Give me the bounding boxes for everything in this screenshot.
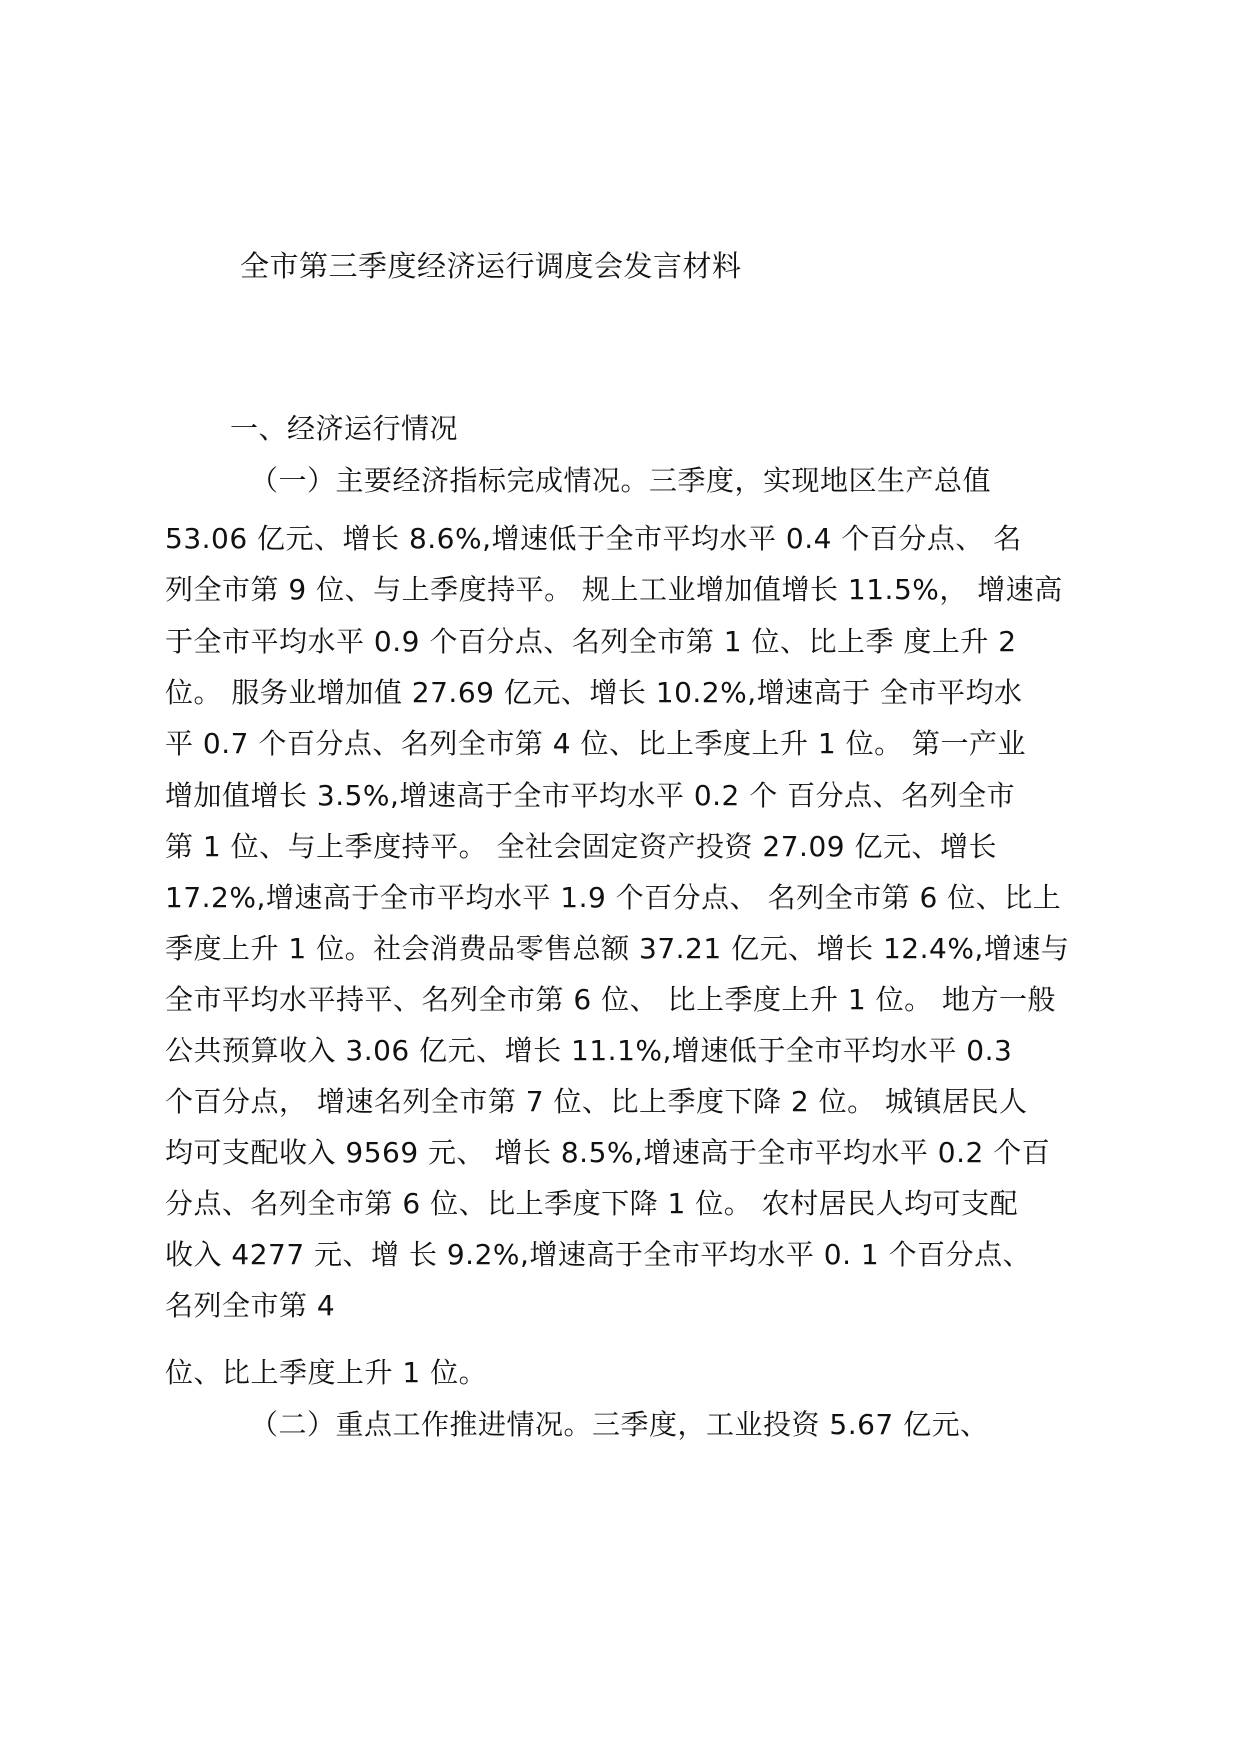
paragraph-line: 平 0.7 个百分点、名列全市第 4 位、比上季度上升 1 位。 第一产业: [165, 727, 1026, 760]
paragraph-line: 53.06 亿元、增长 8.6%,增速低于全市平均水平 0.4 个百分点、 名: [165, 522, 1022, 555]
paragraph-line: 季度上升 1 位。社会消费品零售总额 37.21 亿元、增长 12.4%,增速与: [165, 932, 1070, 965]
paragraph-line: 均可支配收入 9569 元、 增长 8.5%,增速高于全市平均水平 0.2 个百: [165, 1136, 1051, 1169]
paragraph-line: 增加值增长 3.5%,增速高于全市平均水平 0.2 个 百分点、名列全市: [165, 779, 1016, 812]
section-heading: 一、经济运行情况: [230, 412, 459, 445]
paragraph-line: 17.2%,增速高于全市平均水平 1.9 个百分点、 名列全市第 6 位、比上: [165, 881, 1062, 914]
paragraph-line: 名列全市第 4: [165, 1289, 336, 1322]
paragraph-line: 分点、名列全市第 6 位、比上季度下降 1 位。 农村居民人均可支配: [165, 1187, 1019, 1220]
subsection-heading: （一）主要经济指标完成情况。三季度，实现地区生产总值: [250, 464, 992, 497]
paragraph-line: 全市平均水平持平、名列全市第 6 位、 比上季度上升 1 位。 地方一般: [165, 983, 1057, 1016]
document-title: 全市第三季度经济运行调度会发言材料: [240, 249, 742, 283]
paragraph-line: 于全市平均水平 0.9 个百分点、名列全市第 1 位、比上季 度上升 2: [165, 625, 1017, 658]
subsection-heading: （二）重点工作推进情况。三季度，工业投资 5.67 亿元、: [250, 1408, 989, 1441]
paragraph-line: 位、比上季度上升 1 位。: [165, 1356, 488, 1389]
paragraph-line: 位。 服务业增加值 27.69 亿元、增长 10.2%,增速高于 全市平均水: [165, 676, 1023, 709]
paragraph-line: 收入 4277 元、增 长 9.2%,增速高于全市平均水平 0. 1 个百分点、: [165, 1238, 1032, 1271]
paragraph-line: 个百分点， 增速名列全市第 7 位、比上季度下降 2 位。 城镇居民人: [165, 1085, 1028, 1118]
paragraph-line: 公共预算收入 3.06 亿元、增长 11.1%,增速低于全市平均水平 0.3: [165, 1034, 1013, 1067]
paragraph-line: 列全市第 9 位、与上季度持平。 规上工业增加值增长 11.5%， 增速高: [165, 573, 1063, 606]
paragraph-line: 第 1 位、与上季度持平。 全社会固定资产投资 27.09 亿元、增长: [165, 830, 997, 863]
